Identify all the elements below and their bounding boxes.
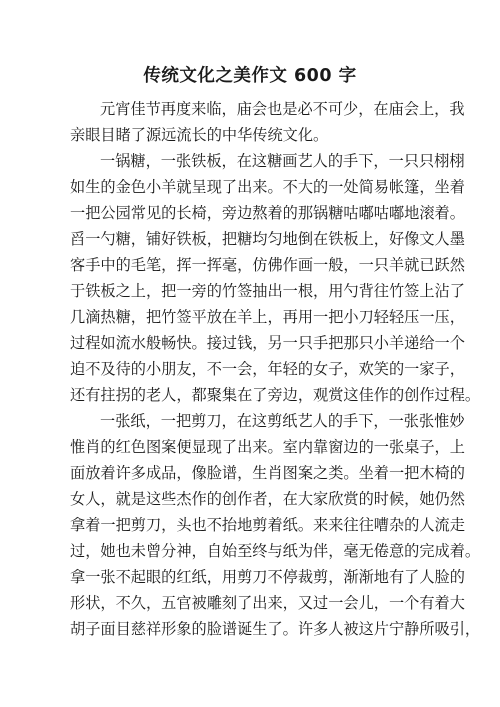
text-line: 女人，就是这些杰作的创作者，在大家欣赏的时候，她仍然 (70, 490, 465, 508)
text-line: 一张纸，一把剪刀，在这剪纸艺人的手下，一张张惟妙 (100, 412, 465, 430)
text-line: 几滴热糖，把竹签平放在羊上，再用一把小刀轻轻压一压， (70, 308, 465, 326)
text-line: 舀一勺糖，铺好铁板，把糖均匀地倒在铁板上，好像文人墨 (70, 230, 465, 248)
text-line: 于铁板之上，把一旁的竹签抽出一根，用勺背往竹签上沾了 (70, 282, 465, 300)
text-line: 惟肖的红色图案便显现了出来。室内靠窗边的一张桌子，上 (70, 438, 465, 456)
essay-body (70, 96, 481, 642)
text-line: 拿着一把剪刀，头也不抬地剪着纸。来来往往嘈杂的人流走 (70, 516, 465, 534)
text-line: 如生的金色小羊就呈现了出来。不大的一处简易帐篷，坐着 (70, 178, 465, 196)
text-line: 还有拄拐的老人，都聚集在了旁边，观赏这佳作的创作过程。 (70, 386, 481, 404)
text-line: 过，她也未曾分神，自始至终与纸为伴，毫无倦意的完成着。 (70, 542, 481, 560)
text-line: 胡子面目慈祥形象的脸谱诞生了。许多人被这片宁静所吸引， (70, 620, 481, 638)
text-line: 拿一张不起眼的红纸，用剪刀不停裁剪，渐渐地有了人脸的 (70, 568, 465, 586)
text-line: 过程如流水般畅快。接过钱，另一只手把那只小羊递给一个 (70, 334, 465, 352)
text-line: 迫不及待的小朋友，不一会，年轻的女子，欢笑的一家子， (70, 360, 465, 378)
text-line: 元宵佳节再度来临，庙会也是必不可少，在庙会上，我 (100, 100, 465, 118)
text-line: 面放着许多成品，像脸谱，生肖图案之类。坐着一把木椅的 (70, 464, 465, 482)
text-line: 客手中的毛笔，挥一挥毫，仿佛作画一般，一只羊就已跃然 (70, 256, 465, 274)
text-line: 一把公园常见的长椅，旁边熬着的那锅糖咕嘟咕嘟地滚着。 (70, 204, 465, 222)
essay-title: 传统文化之美作文 600 字 (143, 66, 357, 86)
text-line: 形状，不久，五官被雕刻了出来，又过一会儿，一个有着大 (70, 594, 465, 612)
text-line: 一锅糖，一张铁板，在这糖画艺人的手下，一只只栩栩 (100, 152, 465, 170)
text-line: 亲眼目睹了源远流长的中华传统文化。 (70, 126, 329, 144)
